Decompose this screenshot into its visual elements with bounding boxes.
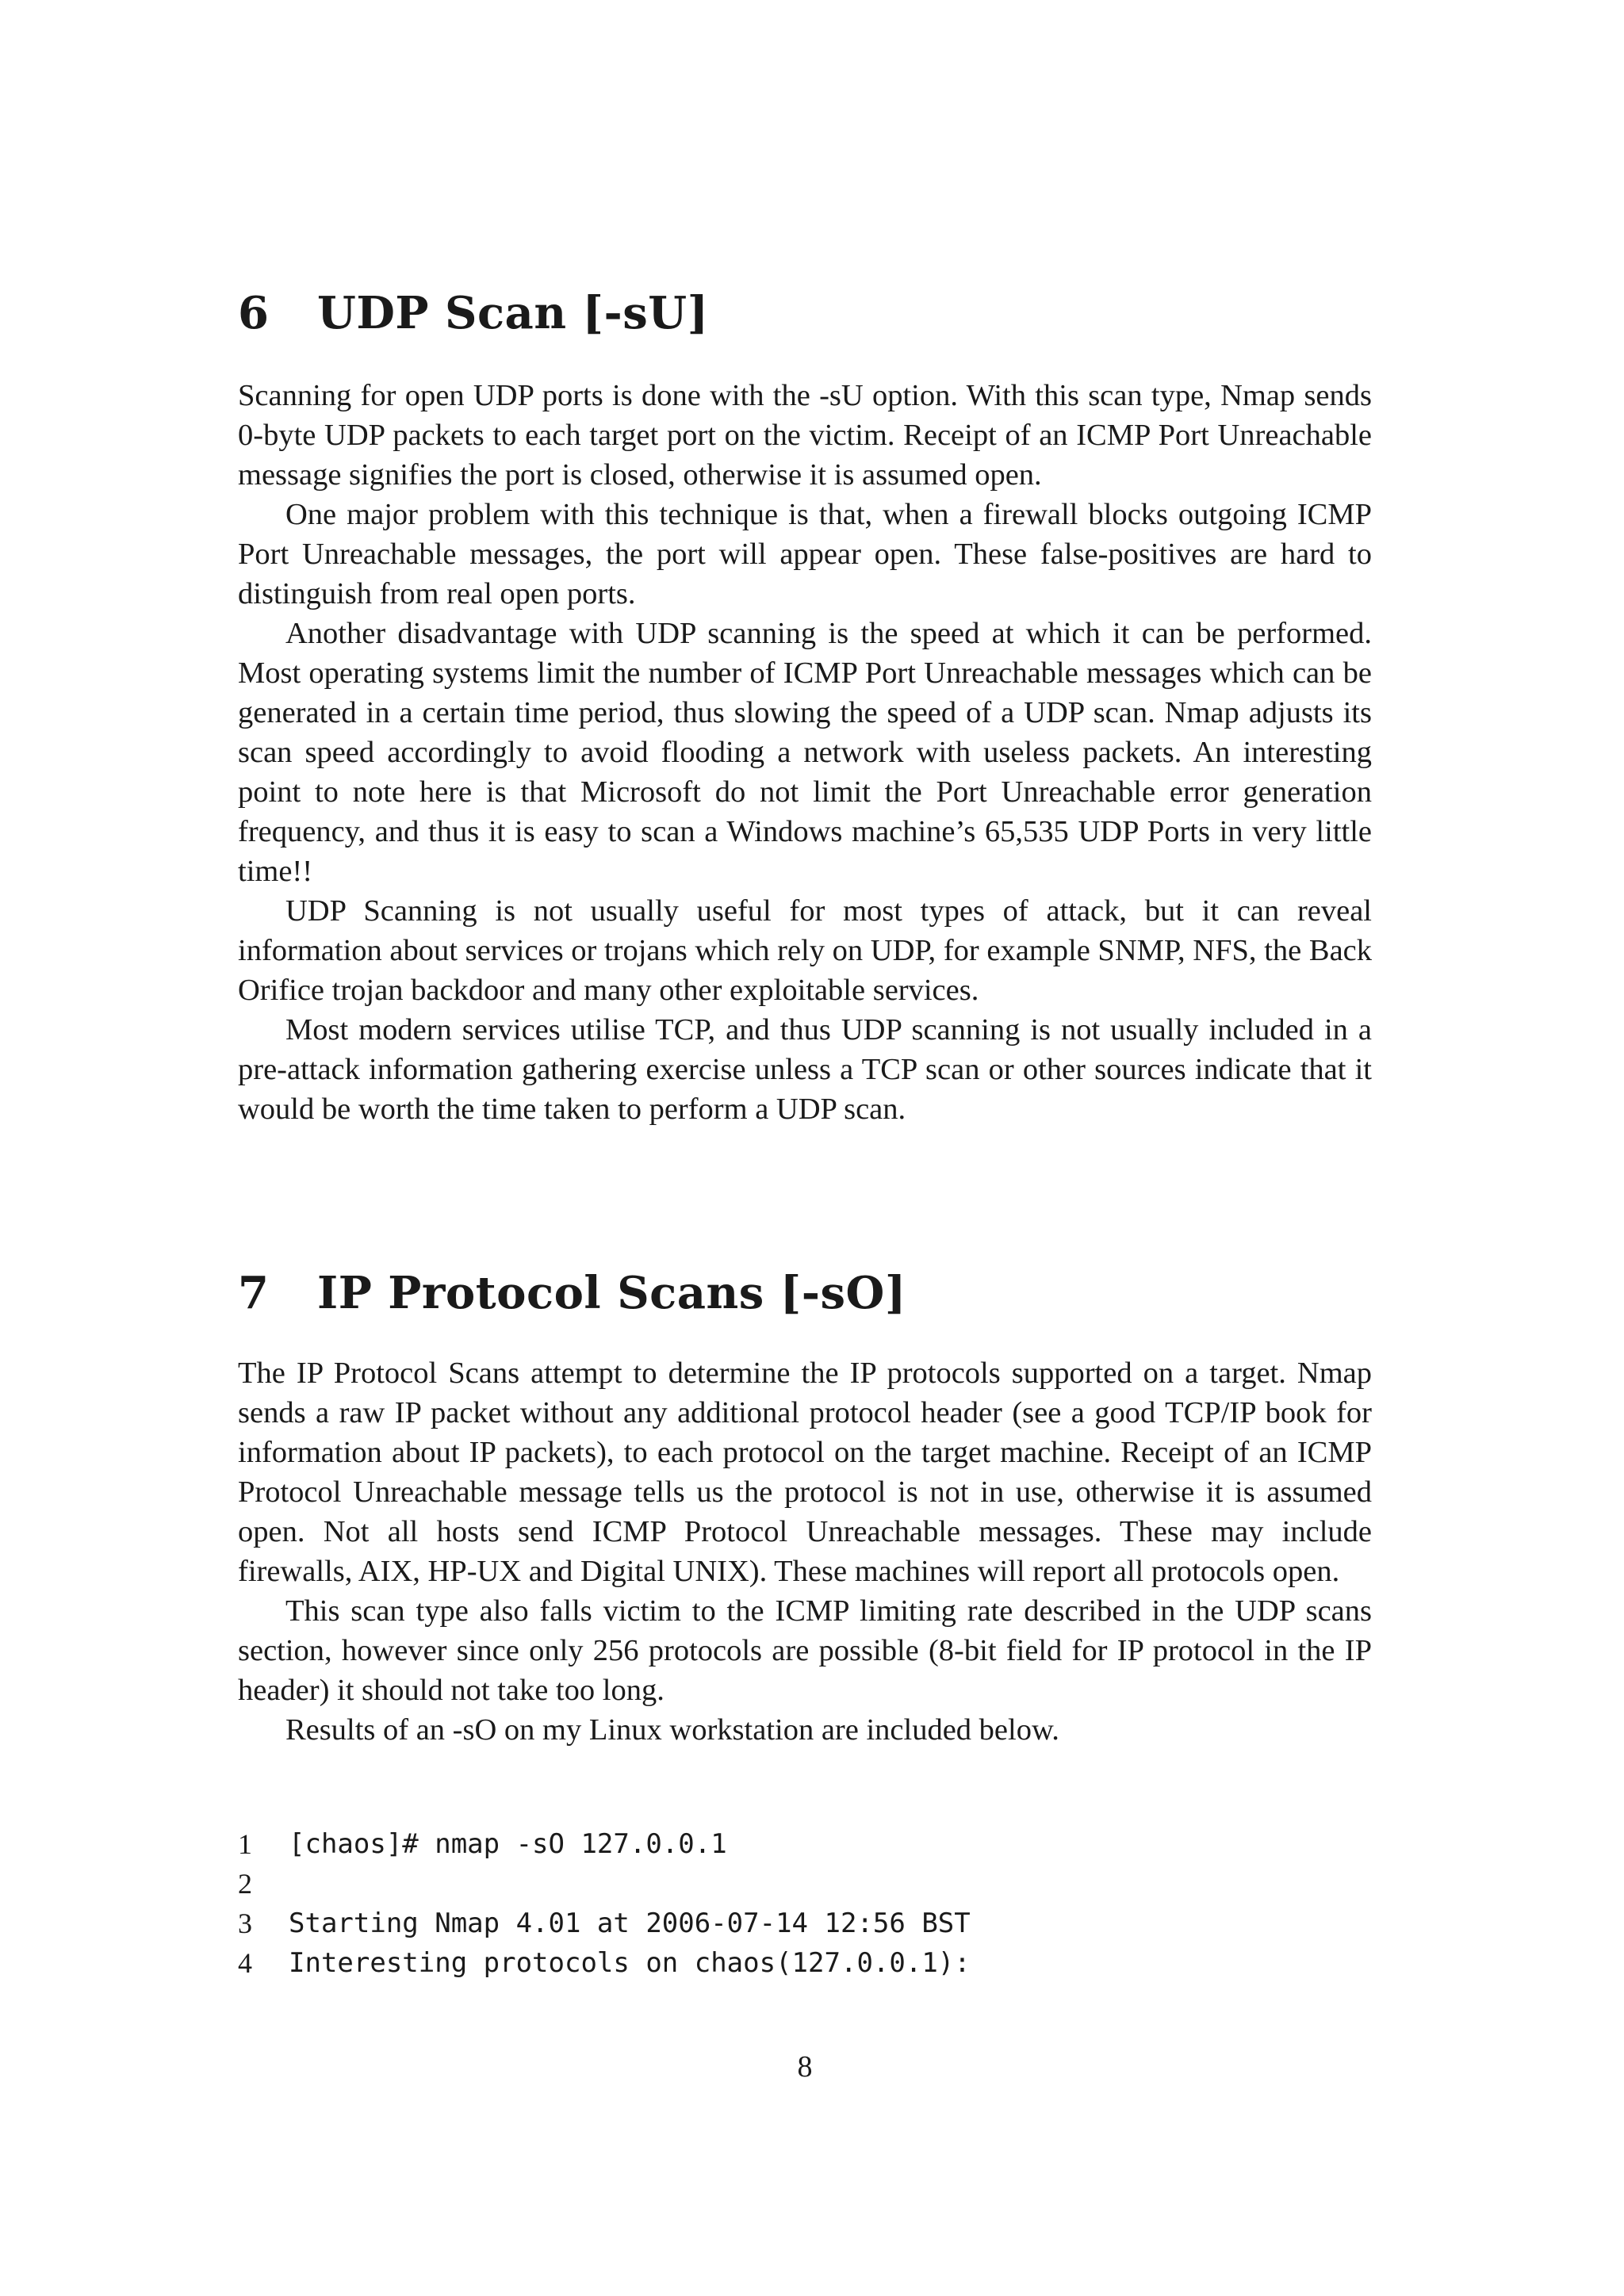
code-line: [238, 1864, 1372, 1904]
section-heading: [238, 287, 709, 340]
paragraph: Scanning for open UDP ports is done with the -sU option. With this scan type, Nmap sends 0-byte UDP packets to each target port on the victim. Receipt of an ICMP Port Unreachable message signifies the port is closed, otherwise it is assumed open.: [238, 379, 1372, 492]
code-line: [238, 1824, 1372, 1864]
section-number: 6: [238, 287, 270, 339]
section-body: [238, 1353, 1372, 1750]
line-number: 3: [238, 1908, 252, 1939]
section-body: [238, 376, 1372, 1129]
section-number: 7: [238, 1267, 270, 1319]
paragraph: Results of an -sO on my Linux workstation are included below.: [285, 1713, 1059, 1747]
section-title: IP Protocol Scans [-sO]: [317, 1267, 906, 1319]
code-text: [chaos]# nmap -sO 127.0.0.1: [289, 1828, 727, 1860]
code-line: [238, 1943, 1372, 1983]
code-text: Starting Nmap 4.01 at 2006-07-14 12:56 BST: [289, 1908, 971, 1939]
line-number: 2: [238, 1868, 252, 1900]
line-number: 4: [238, 1947, 252, 1979]
section-title: UDP Scan [-sU]: [317, 287, 709, 339]
code-text: Interesting protocols on chaos(127.0.0.1):: [289, 1947, 971, 1979]
paragraph: UDP Scanning is not usually useful for most types of attack, but it can reveal information about services or trojans which rely on UDP, for example SNMP, NFS, the Back Orifice trojan backdoor and many other exploitable services.: [238, 894, 1372, 1007]
document-page: [238, 0, 1372, 2296]
paragraph: Another disadvantage with UDP scanning is the speed at which it can be performed. Most operating systems limit the number of ICMP Port Unreachable messages which can be generated in a certain time period, thus slowing the speed of a UDP scan. Nmap adjusts its scan speed accordingly to avoid flooding a network with useless packets. An interesting point to note here is that Microsoft do not limit the Port Unreachable error generation frequency, and thus it is easy to scan a Windows machine’s 65,535 UDP Ports in very little time!!: [238, 617, 1372, 888]
page-number: 8: [797, 2050, 813, 2084]
line-number: 1: [238, 1828, 252, 1860]
paragraph: The IP Protocol Scans attempt to determine the IP protocols supported on a target. Nmap sends a raw IP packet without any additional protocol header (see a good TCP/IP book for information about IP packets), to each protocol on the target machine. Receipt of an ICMP Protocol Unreachable message tells us the protocol is not in use, otherwise it is assumed open. Not all hosts send ICMP Protocol Unreachable messages. These may include firewalls, AIX, HP-UX and Digital UNIX). These machines will report all protocols open.: [238, 1357, 1372, 1588]
section-heading: [238, 1267, 906, 1320]
code-listing: [238, 1824, 1372, 1983]
paragraph: One major problem with this technique is that, when a firewall blocks outgoing ICMP Port Unreachable messages, the port will appear open. These false-positives are hard to distinguish from real open ports.: [238, 498, 1372, 610]
code-line: [238, 1904, 1372, 1943]
paragraph: This scan type also falls victim to the ICMP limiting rate described in the UDP scans section, however since only 256 protocols are possible (8-bit field for IP protocol in the IP header) it should not take too long.: [238, 1594, 1372, 1707]
paragraph: Most modern services utilise TCP, and thus UDP scanning is not usually included in a pre-attack information gathering exercise unless a TCP scan or other sources indicate that it would be worth the time taken to perform a UDP scan.: [238, 1013, 1372, 1126]
